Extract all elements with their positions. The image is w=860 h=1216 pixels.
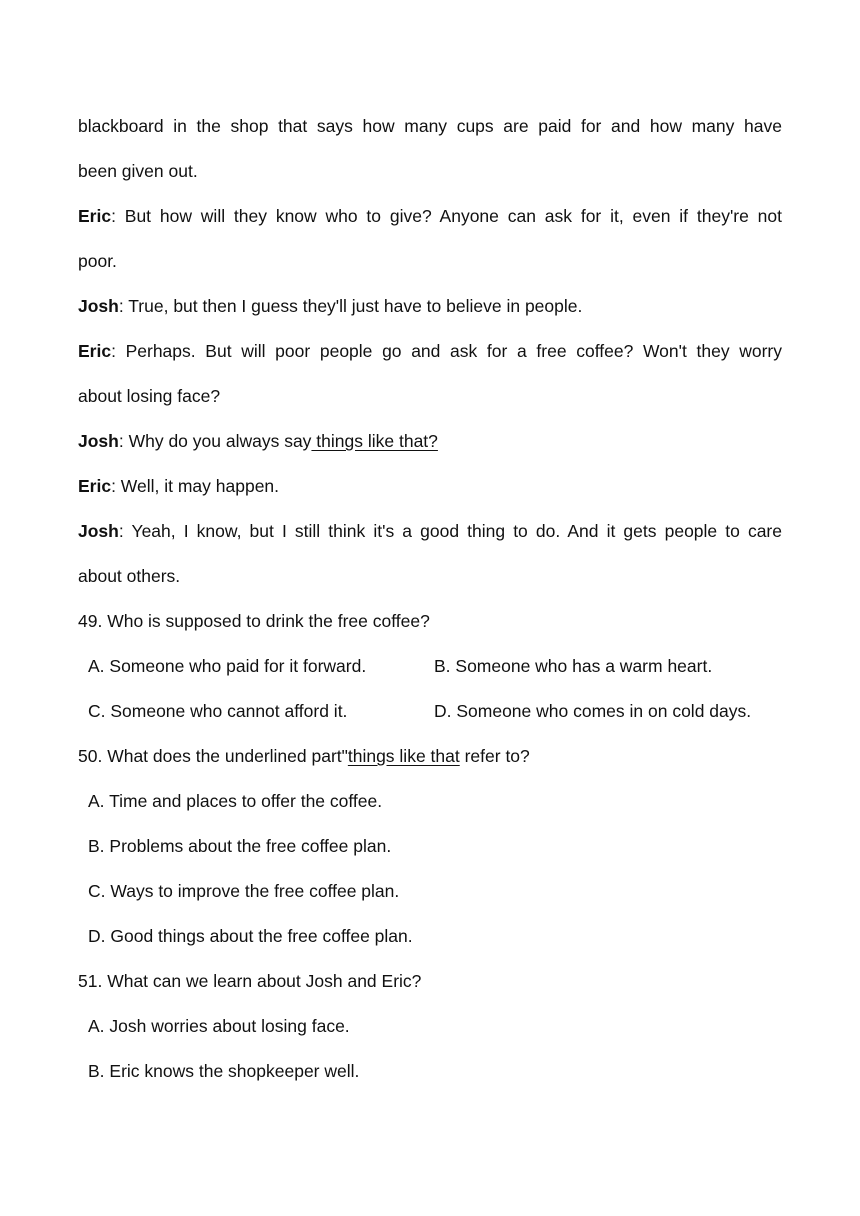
dialogue-text: : Well, it may happen. [111,476,280,496]
dialogue-turn-josh [78,419,782,464]
option-row [78,689,782,734]
dialogue-text: : Why do you always say [118,431,312,451]
dialogue-text-line: about others. [78,566,181,586]
dialogue-text: : But how will they know who to give? Anyone can ask for it, even if they're not [111,206,782,226]
speaker-name: Josh [78,296,119,316]
dialogue-turn-eric [78,464,782,509]
option-a: A. Josh worries about losing face. [88,1016,350,1036]
speaker-name: Eric [78,476,112,496]
option-b: B. Problems about the free coffee plan. [88,836,392,856]
option-row [78,644,782,689]
dialogue-text: : True, but then I guess they'll just have to believe in people. [118,296,583,316]
option-a: A. Someone who paid for it forward. [88,656,367,676]
option-b: B. Someone who has a warm heart. [434,656,713,676]
dialogue-text: : Yeah, I know, but I still think it's a good thing to do. And it gets people to care [118,521,782,541]
question-stem-text: refer to? [459,746,530,766]
dialogue-turn-eric [78,194,782,239]
option-b: B. Eric knows the shopkeeper well. [88,1061,360,1081]
option-d: D. Someone who comes in on cold days. [434,701,752,721]
option-d: D. Good things about the free coffee plan. [88,926,413,946]
dialogue-turn-josh [78,284,782,329]
option-a: A. Time and places to offer the coffee. [88,791,383,811]
dialogue-turn-eric [78,329,782,374]
page-content [78,104,782,1094]
dialogue-text-line: poor. [78,251,117,271]
speaker-name: Eric [78,206,112,226]
underlined-phrase: things like that? [311,431,438,451]
dialogue-text-line: about losing face? [78,386,221,406]
option-c: C. Someone who cannot afford it. [88,701,348,721]
speaker-name: Josh [78,431,119,451]
dialogue-text-line: been given out. [78,161,198,181]
underlined-phrase: things like that [347,746,460,766]
dialogue-turn-josh [78,509,782,554]
option-c: C. Ways to improve the free coffee plan. [88,881,400,901]
question-stem: 49. Who is supposed to drink the free coffee? [78,611,430,631]
dialogue-text: : Perhaps. But will poor people go and ask for a free coffee? Won't they worry [111,341,782,361]
question-stem: 51. What can we learn about Josh and Eric? [78,971,422,991]
question-stem [78,734,782,779]
dialogue-text-line: blackboard in the shop that says how many cups are paid for and how many have [78,116,782,136]
speaker-name: Josh [78,521,119,541]
speaker-name: Eric [78,341,112,361]
question-stem-text: 50. What does the underlined part" [78,746,348,766]
